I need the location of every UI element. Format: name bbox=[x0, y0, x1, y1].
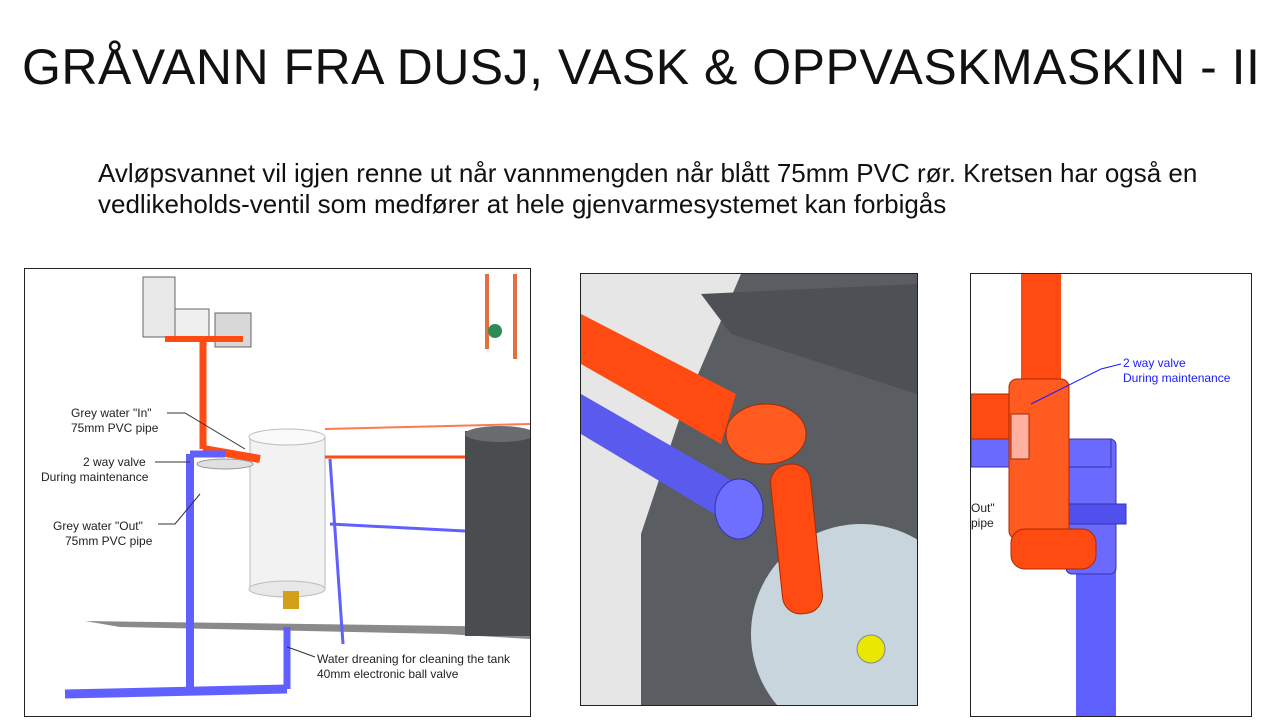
svg-text:75mm PVC pipe: 75mm PVC pipe bbox=[71, 421, 159, 435]
label-out-partial: Out" bbox=[971, 501, 995, 515]
figure-valve-detail bbox=[970, 273, 1252, 717]
svg-text:During maintenance: During maintenance bbox=[1123, 371, 1231, 385]
label-drain: Water dreaning for cleaning the tank bbox=[317, 652, 511, 666]
floor-slab bbox=[85, 621, 530, 639]
slide-body-text: Avløpsvannet vil igjen renne ut når vannmengden når blått 75mm PVC rør. Kretsen har også en vedlikeholds-ventil som medfører at hele gjenvarmesystemet kan forbigås bbox=[98, 158, 1198, 219]
svg-text:75mm PVC pipe: 75mm PVC pipe bbox=[65, 534, 153, 548]
label-valve: 2 way valve bbox=[1123, 356, 1186, 370]
svg-text:pipe: pipe bbox=[971, 516, 994, 530]
svg-text:40mm electronic ball valve: 40mm electronic ball valve bbox=[317, 667, 459, 681]
slide-title: GRÅVANN FRA DUSJ, VASK & OPPVASKMASKIN - II bbox=[22, 39, 1261, 95]
label-valve: 2 way valve bbox=[83, 455, 146, 469]
label-grey-out: Grey water "Out" bbox=[53, 519, 143, 533]
dark-tank bbox=[465, 431, 530, 636]
pipe-in bbox=[1021, 274, 1061, 384]
pipe-out bbox=[1076, 569, 1116, 716]
white-tank bbox=[250, 437, 325, 589]
appliance-sink bbox=[143, 277, 175, 337]
figure-closeup-entry bbox=[580, 273, 918, 706]
svg-text:During maintenance: During maintenance bbox=[41, 470, 149, 484]
label-grey-in: Grey water "In" bbox=[71, 406, 152, 420]
figure-overview bbox=[24, 268, 531, 717]
